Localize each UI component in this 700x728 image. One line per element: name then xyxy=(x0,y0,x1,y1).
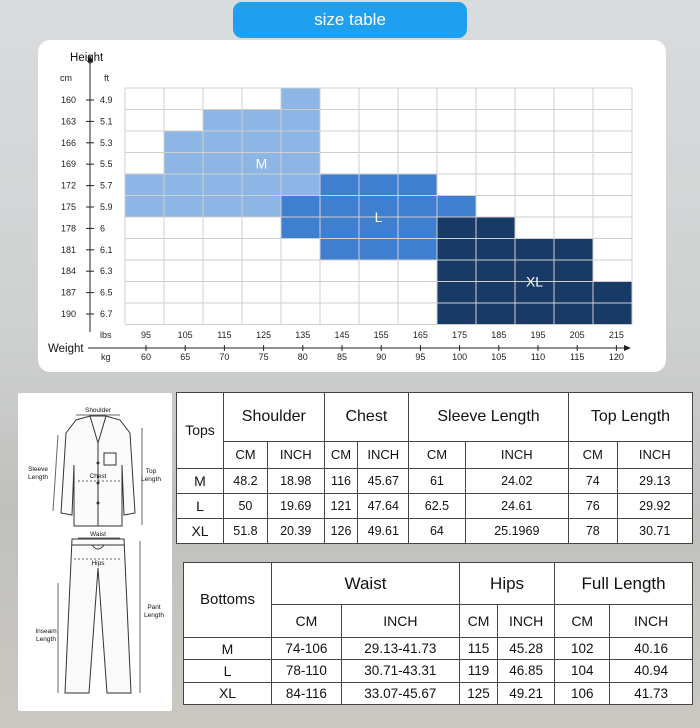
weight-tick-lbs: 135 xyxy=(295,330,311,340)
value-cell: 49.61 xyxy=(358,518,409,543)
table-row xyxy=(177,468,693,493)
value-cell: 47.64 xyxy=(358,493,409,518)
value-cell: 50 xyxy=(224,493,268,518)
table-row xyxy=(184,660,693,682)
pajama-diagram xyxy=(18,393,172,711)
height-tick-cm: 190 xyxy=(60,309,76,319)
zone-cell-xl xyxy=(515,239,554,261)
value-cell: 40.16 xyxy=(610,637,693,659)
weight-tick-kg: 80 xyxy=(297,352,308,362)
height-tick-ft: 5.5 xyxy=(100,159,113,170)
pant-length-label: Pant Length xyxy=(144,604,164,619)
weight-tick-kg: 115 xyxy=(570,352,585,362)
weight-tick-kg: 110 xyxy=(530,352,546,362)
value-cell: 76 xyxy=(568,493,617,518)
height-unit-ft: ft xyxy=(104,73,110,83)
zone-cell-xl xyxy=(554,282,593,304)
value-cell: 20.39 xyxy=(267,518,324,543)
zone-cell-m xyxy=(125,196,164,218)
value-cell: 62.5 xyxy=(409,493,466,518)
weight-tick-lbs: 185 xyxy=(491,330,507,340)
bottoms-col-full-length: Full Length xyxy=(555,563,693,605)
value-cell: 102 xyxy=(555,637,610,659)
value-cell: 78 xyxy=(568,518,617,543)
height-tick-cm: 178 xyxy=(60,223,76,234)
height-tick-ft: 6.7 xyxy=(100,309,113,319)
height-tick-cm: 172 xyxy=(60,180,76,191)
shoulder-label: Shoulder xyxy=(84,407,112,414)
height-tick-cm: 163 xyxy=(60,116,76,127)
zone-cell-m xyxy=(203,174,242,196)
zone-label-m: M xyxy=(255,155,268,172)
bottoms-col-hips: Hips xyxy=(459,563,554,605)
zone-cell-m xyxy=(242,110,281,132)
size-cell: L xyxy=(177,493,224,518)
weight-tick-lbs: 165 xyxy=(412,330,428,340)
weight-unit-lbs: lbs xyxy=(100,330,112,340)
unit-cell: CM xyxy=(459,605,497,638)
unit-cell: INCH xyxy=(610,605,693,638)
zone-cell-l xyxy=(359,239,398,261)
tops-header: Tops xyxy=(177,393,224,469)
weight-tick-kg: 120 xyxy=(608,352,624,362)
zone-cell-m xyxy=(242,174,281,196)
height-tick-cm: 169 xyxy=(60,159,76,170)
zone-cell-m xyxy=(281,153,320,175)
value-cell: 84-116 xyxy=(272,682,342,704)
value-cell: 61 xyxy=(409,468,466,493)
value-cell: 125 xyxy=(459,682,497,704)
zone-cell-xl xyxy=(554,303,593,325)
weight-tick-lbs: 195 xyxy=(530,330,546,340)
height-unit-cm: cm xyxy=(60,73,72,83)
zone-cell-m xyxy=(281,131,320,153)
table-row xyxy=(184,682,693,704)
zone-cell-xl xyxy=(437,217,476,239)
value-cell: 126 xyxy=(324,518,358,543)
zone-cell-l xyxy=(359,174,398,196)
zone-cell-m xyxy=(281,88,320,110)
unit-cell: INCH xyxy=(498,605,555,638)
weight-tick-lbs: 95 xyxy=(140,330,152,340)
zone-cell-m xyxy=(203,153,242,175)
weight-tick-kg: 90 xyxy=(376,352,387,362)
height-tick-ft: 5.9 xyxy=(100,202,113,212)
size-cell: M xyxy=(177,468,224,493)
size-cell: XL xyxy=(177,518,224,543)
bottoms-col-waist: Waist xyxy=(272,563,460,605)
value-cell: 19.69 xyxy=(267,493,324,518)
hips-label: Hips xyxy=(91,560,105,567)
size-cell: XL xyxy=(184,682,272,704)
zone-cell-xl xyxy=(437,282,476,304)
zone-cell-m xyxy=(281,110,320,132)
zone-cell-xl xyxy=(554,260,593,282)
unit-cell: INCH xyxy=(465,441,568,468)
unit-cell: INCH xyxy=(267,441,324,468)
value-cell: 51.8 xyxy=(224,518,268,543)
zone-cell-l xyxy=(320,239,359,261)
zone-cell-m xyxy=(281,174,320,196)
zone-cell-xl xyxy=(593,303,632,325)
weight-tick-lbs: 175 xyxy=(452,330,468,340)
zone-cell-l xyxy=(320,196,359,218)
bottoms-header: Bottoms xyxy=(184,563,272,638)
height-tick-ft: 6.3 xyxy=(100,266,113,277)
waist-label: Waist xyxy=(89,531,107,538)
height-tick-cm: 175 xyxy=(60,202,76,212)
zone-cell-l xyxy=(398,174,437,196)
height-tick-cm: 181 xyxy=(60,244,76,255)
value-cell: 30.71 xyxy=(617,518,692,543)
zone-cell-xl xyxy=(476,239,515,261)
weight-tick-lbs: 155 xyxy=(373,330,389,340)
value-cell: 46.85 xyxy=(498,660,555,682)
unit-cell: CM xyxy=(324,441,358,468)
size-chart-card xyxy=(38,40,666,372)
zone-cell-m xyxy=(242,131,281,153)
tops-col-chest: Chest xyxy=(324,393,409,442)
size-cell: L xyxy=(184,660,272,682)
tops-col-top-length: Top Length xyxy=(568,393,692,442)
weight-tick-lbs: 215 xyxy=(608,330,624,340)
height-tick-ft: 5.1 xyxy=(100,116,113,127)
zone-cell-m xyxy=(203,196,242,218)
weight-tick-lbs: 125 xyxy=(256,330,272,340)
value-cell: 24.02 xyxy=(465,468,568,493)
value-cell: 29.92 xyxy=(617,493,692,518)
zone-cell-xl xyxy=(437,239,476,261)
zone-cell-l xyxy=(398,239,437,261)
zone-cell-l xyxy=(281,196,320,218)
value-cell: 119 xyxy=(459,660,497,682)
height-tick-cm: 166 xyxy=(60,137,76,148)
weight-tick-lbs: 205 xyxy=(569,330,585,340)
weight-tick-kg: 75 xyxy=(258,352,269,362)
height-weight-chart xyxy=(38,40,666,372)
zone-cell-l xyxy=(320,217,359,239)
chest-label: Chest xyxy=(89,473,107,480)
zone-cell-l xyxy=(398,217,437,239)
zone-label-xl: XL xyxy=(525,273,544,290)
value-cell: 40.94 xyxy=(610,660,693,682)
weight-tick-kg: 105 xyxy=(491,352,507,362)
zone-cell-xl xyxy=(476,282,515,304)
value-cell: 41.73 xyxy=(610,682,693,704)
value-cell: 45.67 xyxy=(358,468,409,493)
bottoms-size-table xyxy=(183,562,693,705)
unit-cell: INCH xyxy=(617,441,692,468)
zone-cell-xl xyxy=(554,239,593,261)
height-tick-cm: 184 xyxy=(60,266,76,277)
zone-cell-m xyxy=(203,110,242,132)
zone-cell-l xyxy=(281,217,320,239)
size-cell: M xyxy=(184,637,272,659)
weight-axis-title: Weight xyxy=(48,343,84,355)
value-cell: 106 xyxy=(555,682,610,704)
unit-cell: CM xyxy=(568,441,617,468)
height-tick-ft: 6.1 xyxy=(100,244,113,255)
value-cell: 33.07-45.67 xyxy=(341,682,459,704)
weight-axis-arrow xyxy=(624,345,631,351)
height-tick-cm: 187 xyxy=(60,287,76,298)
zone-cell-l xyxy=(437,196,476,218)
zone-cell-l xyxy=(398,196,437,218)
value-cell: 64 xyxy=(409,518,466,543)
weight-unit-kg: kg xyxy=(101,352,111,362)
sleeve-label: Sleeve Length xyxy=(28,466,48,481)
inseam-label: Inseam Length xyxy=(35,628,57,643)
height-axis-title: Height xyxy=(70,52,104,64)
zone-label-l: L xyxy=(374,209,383,225)
weight-tick-kg: 100 xyxy=(452,352,468,362)
zone-cell-m xyxy=(242,196,281,218)
unit-cell: CM xyxy=(555,605,610,638)
height-tick-ft: 4.9 xyxy=(100,95,113,105)
tops-col-shoulder: Shoulder xyxy=(224,393,325,442)
value-cell: 49.21 xyxy=(498,682,555,704)
value-cell: 45.28 xyxy=(498,637,555,659)
zone-cell-xl xyxy=(476,260,515,282)
zone-cell-xl xyxy=(476,217,515,239)
zone-cell-m xyxy=(164,131,203,153)
value-cell: 78-110 xyxy=(272,660,342,682)
value-cell: 115 xyxy=(459,637,497,659)
value-cell: 29.13-41.73 xyxy=(341,637,459,659)
zone-cell-xl xyxy=(593,282,632,304)
value-cell: 24.61 xyxy=(465,493,568,518)
tops-size-table xyxy=(176,392,693,544)
unit-cell: INCH xyxy=(358,441,409,468)
title-badge: size table xyxy=(233,2,467,38)
height-tick-ft: 5.3 xyxy=(100,137,113,148)
value-cell: 104 xyxy=(555,660,610,682)
height-tick-ft: 6.5 xyxy=(100,287,113,298)
weight-tick-kg: 95 xyxy=(415,352,426,362)
zone-cell-m xyxy=(125,174,164,196)
value-cell: 121 xyxy=(324,493,358,518)
zone-cell-xl xyxy=(437,303,476,325)
table-row xyxy=(177,518,693,543)
value-cell: 74 xyxy=(568,468,617,493)
value-cell: 48.2 xyxy=(224,468,268,493)
value-cell: 18.98 xyxy=(267,468,324,493)
zone-cell-l xyxy=(320,174,359,196)
weight-tick-lbs: 145 xyxy=(334,330,350,340)
tops-col-sleeve-length: Sleeve Length xyxy=(409,393,569,442)
value-cell: 25.1969 xyxy=(465,518,568,543)
table-row xyxy=(184,637,693,659)
value-cell: 30.71-43.31 xyxy=(341,660,459,682)
unit-cell: CM xyxy=(272,605,342,638)
zone-cell-m xyxy=(164,196,203,218)
weight-tick-kg: 65 xyxy=(180,352,191,362)
weight-tick-kg: 70 xyxy=(219,352,230,362)
height-tick-cm: 160 xyxy=(60,95,76,105)
unit-cell: CM xyxy=(409,441,466,468)
pajama-illustration xyxy=(18,393,172,711)
unit-cell: INCH xyxy=(341,605,459,638)
zone-cell-xl xyxy=(515,303,554,325)
zone-cell-m xyxy=(203,131,242,153)
weight-tick-lbs: 115 xyxy=(217,330,232,340)
unit-cell: CM xyxy=(224,441,268,468)
weight-tick-kg: 85 xyxy=(336,352,348,362)
zone-cell-m xyxy=(164,153,203,175)
height-tick-ft: 6 xyxy=(100,223,106,234)
weight-tick-lbs: 105 xyxy=(177,330,193,340)
zone-cell-m xyxy=(164,174,203,196)
top-length-label: Top Length xyxy=(141,468,161,483)
height-tick-ft: 5.7 xyxy=(100,180,113,191)
weight-tick-kg: 60 xyxy=(140,352,152,362)
zone-cell-xl xyxy=(437,260,476,282)
table-row xyxy=(177,493,693,518)
value-cell: 29.13 xyxy=(617,468,692,493)
value-cell: 74-106 xyxy=(272,637,342,659)
zone-cell-xl xyxy=(476,303,515,325)
value-cell: 116 xyxy=(324,468,358,493)
